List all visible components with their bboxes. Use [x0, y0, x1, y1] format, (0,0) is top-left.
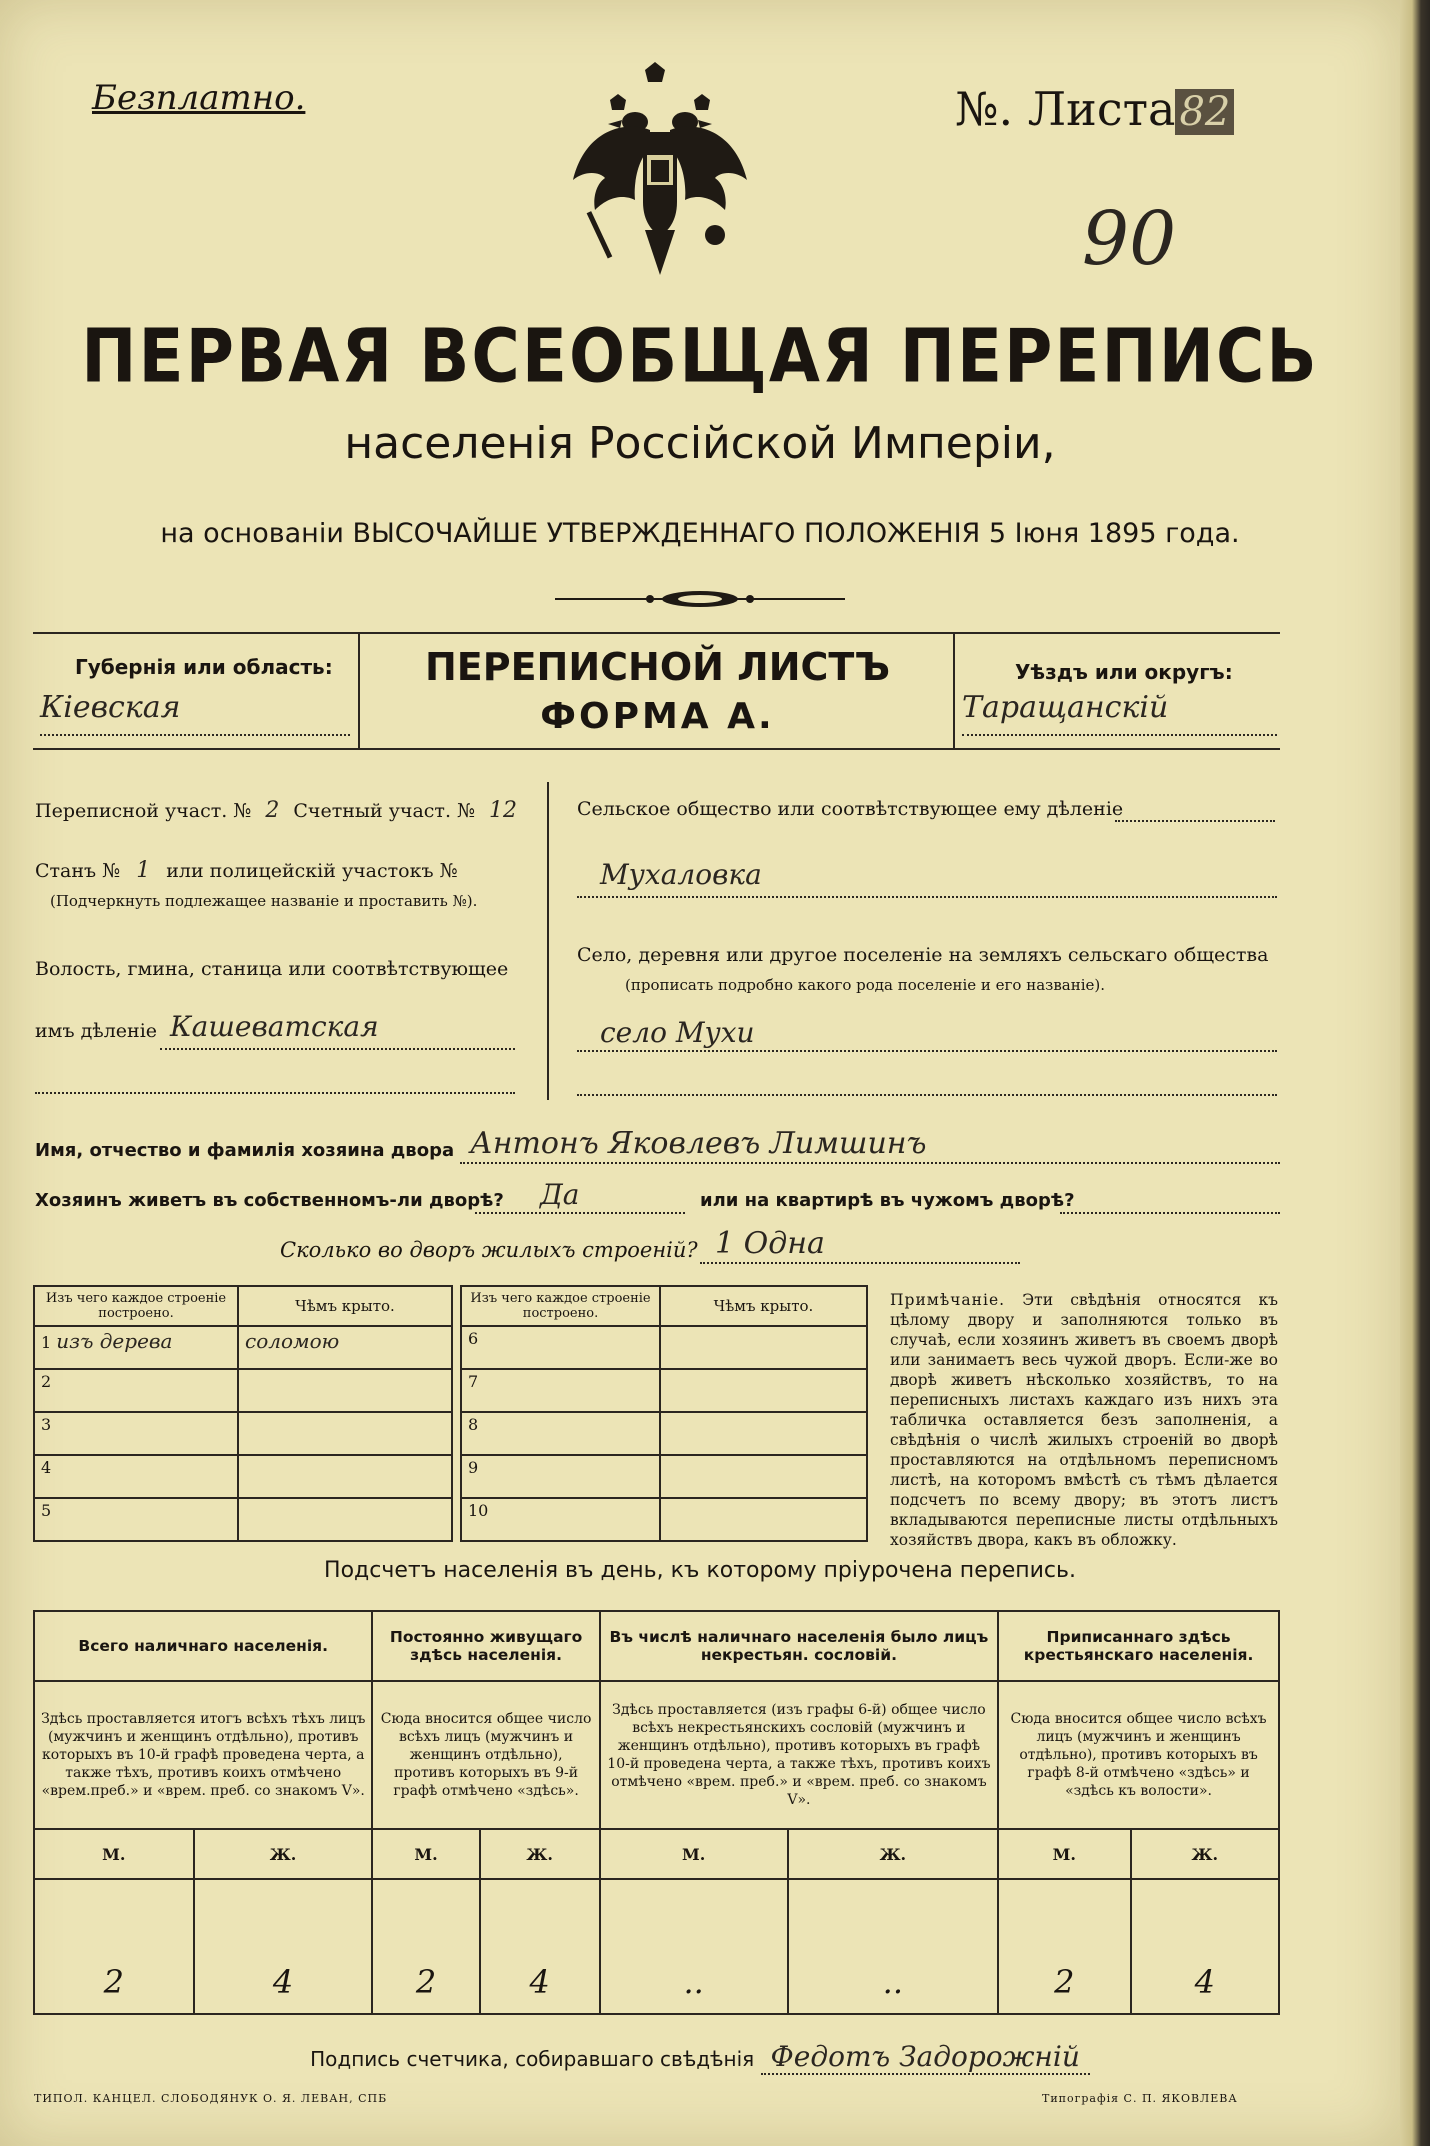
- volost-extra-line: [35, 1092, 515, 1094]
- nonpeasant-female-value: ..: [788, 1879, 999, 2014]
- printer-imprint-right: Типографія С. П. ЯКОВЛЕВА: [1042, 2092, 1238, 2105]
- uezd-label: Уѣздъ или округъ:: [1015, 660, 1233, 684]
- row-number: 4: [34, 1455, 238, 1498]
- buildings-note: [890, 1290, 1278, 1550]
- volost-label: Волость, гмина, станица или соотвѣтствующее: [35, 958, 509, 980]
- row-number: 6: [461, 1326, 660, 1369]
- building-row: [461, 1455, 867, 1498]
- uezd-value: Таращанскій: [962, 690, 1169, 725]
- row-number: 10: [461, 1498, 660, 1541]
- volost-value: Кашеватская: [170, 1010, 379, 1043]
- fields-divider: [547, 782, 549, 1100]
- note-text: Эти свѣдѣнія относятся къ цѣлому двору и заполняются только въ случаѣ, если хозяинъ живетъ въ своемъ дворѣ или занимаетъ весь чужой дворъ. Если-же во дворѣ живетъ нѣсколько хозяйствъ, то на переписныхъ листахъ каждаго изъ нихъ эта табличка оставляется безъ заполненія, а свѣдѣнія о числѣ жилыхъ строеній во дворѣ проставляются на отдѣльномъ переписномъ листѣ, на которомъ вмѣстѣ съ тѣмъ дѣлается подсчетъ по всему двору; въ этотъ листъ вкладываются переписные листы отдѣльныхъ хозяйствъ двора, какъ въ обложку.: [890, 1291, 1278, 1549]
- buildings-count-value: 1 Одна: [715, 1226, 825, 1261]
- band-top-rule: [33, 632, 1280, 634]
- row-number: 9: [461, 1455, 660, 1498]
- building-row: [34, 1498, 452, 1541]
- printer-imprint-left: ТИПОЛ. КАНЦЕЛ. СЛОБОДЯНУК О. Я. ЛЕВАН, СПБ: [34, 2092, 388, 2105]
- permanent-female-value: 4: [480, 1879, 600, 2014]
- stan-value: 1: [136, 858, 151, 883]
- count-section-value: 12: [489, 798, 518, 823]
- nonpeasant-male-value: ..: [600, 1879, 788, 2014]
- volost-label-2: имъ дѣленіе: [35, 1020, 158, 1042]
- band-bottom-rule: [33, 748, 1280, 750]
- imperial-eagle-emblem: [565, 60, 755, 285]
- handwritten-sheet-number: 90: [1082, 196, 1177, 282]
- society-value: Мухаловка: [600, 858, 762, 891]
- registered-female-value: 4: [1131, 1879, 1279, 2014]
- building-roof: [660, 1369, 867, 1412]
- rent-line: [1060, 1212, 1280, 1214]
- sheet-form-title: ПЕРЕПИСНОЙ ЛИСТЪ: [424, 645, 891, 689]
- signature-label: Подпись счетчика, собиравшаго свѣдѣнія: [310, 2047, 755, 2071]
- police-district-label: или полицейскій участокъ №: [166, 860, 458, 882]
- material-header: Изъ чего каждое строеніе построено.: [461, 1286, 660, 1326]
- female-header: Ж.: [480, 1829, 600, 1879]
- building-roof: [238, 1412, 452, 1455]
- building-roof: [238, 1498, 452, 1541]
- form-title: ПЕРВАЯ ВСЕОБЩАЯ ПЕРЕПИСЬ: [81, 313, 1319, 400]
- row-number: 2: [34, 1369, 238, 1412]
- census-section-label: Переписной участ. №: [35, 800, 252, 822]
- count-col-nonpeasant-desc: Здѣсь проставляется (изъ графы 6-й) общее число всѣхъ некрестьянскихъ сословій (мужчинъ и женщинъ отдѣльно), противъ которыхъ въ графѣ 10-й проведена черта, а также тѣхъ, противъ коихъ отмѣчено «врем. преб.» и «врем. преб. со знакомъ V».: [600, 1681, 998, 1829]
- male-header: М.: [34, 1829, 194, 1879]
- sheet-form-name: ФОРМА А.: [540, 696, 775, 737]
- count-col-nonpeasant-head: Въ числѣ наличнаго населенія было лицъ некрестьян. сословій.: [600, 1611, 998, 1681]
- stan-note: (Подчеркнуть подлежащее названіе и проставить №).: [50, 892, 478, 910]
- signature-value: Федотъ Задорожній: [761, 2040, 1090, 2075]
- own-yard-label: Хозяинъ живетъ въ собственномъ-ли дворѣ?: [35, 1190, 504, 1211]
- female-header: Ж.: [788, 1829, 999, 1879]
- society-label: Сельское общество или соотвѣтствующее ему дѣленіе: [577, 798, 1124, 820]
- note-title: Примѣчаніе.: [890, 1291, 1006, 1309]
- signature-row: [0, 2040, 1400, 2073]
- count-col-total-desc: Здѣсь проставляется итогъ всѣхъ тѣхъ лицъ (мужчинъ и женщинъ отдѣльно), противъ которыхъ въ 10-й графѣ проведена черта, а также тѣхъ, противъ коихъ отмѣчено «врем.преб.» и «врем. преб. со знакомъ V».: [34, 1681, 372, 1829]
- building-roof: [660, 1326, 867, 1369]
- village-extra-line: [577, 1094, 1277, 1096]
- building-roof: [238, 1369, 452, 1412]
- row-number: 5: [34, 1498, 238, 1541]
- gubernia-field: [40, 690, 350, 736]
- count-col-permanent-head: Постоянно живущаго здѣсь населенія.: [372, 1611, 599, 1681]
- material-header: Изъ чего каждое строеніе построено.: [34, 1286, 238, 1326]
- row-number: 8: [461, 1412, 660, 1455]
- count-col-total-head: Всего наличнаго населенія.: [34, 1611, 372, 1681]
- building-roof: [660, 1455, 867, 1498]
- buildings-table-left: [33, 1285, 453, 1542]
- count-section-label: Счетный участ. №: [293, 800, 475, 822]
- buildings-count-label: Сколько во дворъ жилыхъ строеній?: [280, 1238, 698, 1262]
- row-number: 1: [41, 1333, 52, 1352]
- building-row: [34, 1326, 452, 1369]
- rent-label: или на квартирѣ въ чужомъ дворѣ?: [700, 1190, 1075, 1211]
- row-number: 3: [34, 1412, 238, 1455]
- building-row: [461, 1369, 867, 1412]
- society-label-line: [1115, 820, 1275, 822]
- count-col-registered-head: Приписаннаго здѣсь крестьянскаго населенія.: [998, 1611, 1279, 1681]
- building-row: [34, 1412, 452, 1455]
- village-underline: [577, 1050, 1277, 1052]
- roof-header: Чѣмъ крыто.: [238, 1286, 452, 1326]
- male-header: М.: [998, 1829, 1130, 1879]
- stan-label: Станъ №: [35, 860, 121, 882]
- male-header: М.: [600, 1829, 788, 1879]
- stan-row: [35, 858, 458, 883]
- village-label: Село, деревня или другое поселеніе на земляхъ сельскаго общества: [577, 944, 1269, 966]
- building-roof: [660, 1412, 867, 1455]
- building-row: [34, 1455, 452, 1498]
- form-subtitle: населенія Россійской Имперіи,: [344, 418, 1056, 469]
- census-section-value: 2: [265, 798, 280, 823]
- volost-underline: [160, 1048, 515, 1050]
- owner-name-line: [460, 1162, 1280, 1164]
- buildings-count-line: [700, 1262, 1020, 1264]
- sheet-number: [955, 82, 1234, 136]
- building-row: [461, 1326, 867, 1369]
- building-roof: [238, 1455, 452, 1498]
- population-count-table: [33, 1610, 1280, 2015]
- village-note: (прописать подробно какого рода поселеніе и его названіе).: [625, 976, 1105, 994]
- sheet-number-label: №. Листа: [955, 82, 1176, 136]
- total-male-value: 2: [34, 1879, 194, 2014]
- count-col-registered-desc: Сюда вносится общее число всѣхъ лицъ (мужчинъ и женщинъ отдѣльно), противъ которыхъ въ графѣ 8-й отмѣчено «здѣсь» и «здѣсь къ волости».: [998, 1681, 1279, 1829]
- gubernia-label: Губернія или область:: [75, 655, 333, 679]
- own-yard-value: Да: [540, 1178, 580, 1211]
- building-row: [461, 1412, 867, 1455]
- registered-male-value: 2: [998, 1879, 1130, 2014]
- owner-name-value: Антонъ Яковлевъ Лимшинъ: [470, 1126, 927, 1161]
- village-value: село Мухи: [600, 1016, 755, 1049]
- roof-header: Чѣмъ крыто.: [660, 1286, 867, 1326]
- scan-background-edge: [1400, 0, 1430, 2146]
- gubernia-value: Кіевская: [40, 690, 181, 725]
- owner-name-label: Имя, отчество и фамилія хозяина двора: [35, 1140, 455, 1161]
- male-header: М.: [372, 1829, 479, 1879]
- free-of-charge-label: Безплатно.: [92, 78, 306, 118]
- census-section-row: [35, 798, 525, 823]
- buildings-table-right: [460, 1285, 868, 1542]
- female-header: Ж.: [1131, 1829, 1279, 1879]
- own-yard-line: [475, 1212, 685, 1214]
- building-roof: [660, 1498, 867, 1541]
- permanent-male-value: 2: [372, 1879, 479, 2014]
- form-basis-line: на основаніи ВЫСОЧАЙШЕ УТВЕРЖДЕННАГО ПОЛОЖЕНІЯ 5 Іюня 1895 года.: [160, 518, 1240, 549]
- building-roof: соломою: [245, 1329, 340, 1353]
- sheet-number-stamp: 82: [1175, 89, 1234, 135]
- row-number: 7: [461, 1369, 660, 1412]
- total-female-value: 4: [194, 1879, 373, 2014]
- society-underline: [577, 896, 1277, 898]
- population-count-title: Подсчетъ населенія въ день, къ которому пріурочена перепись.: [324, 1558, 1076, 1583]
- female-header: Ж.: [194, 1829, 373, 1879]
- uezd-field: [962, 690, 1277, 736]
- building-row: [461, 1498, 867, 1541]
- count-col-permanent-desc: Сюда вносится общее число всѣхъ лицъ (мужчинъ и женщинъ отдѣльно), противъ которыхъ въ 9-й графѣ отмѣчено «здѣсь».: [372, 1681, 599, 1829]
- building-material: изъ дерева: [56, 1329, 173, 1353]
- building-row: [34, 1369, 452, 1412]
- ornament-divider: [555, 588, 845, 610]
